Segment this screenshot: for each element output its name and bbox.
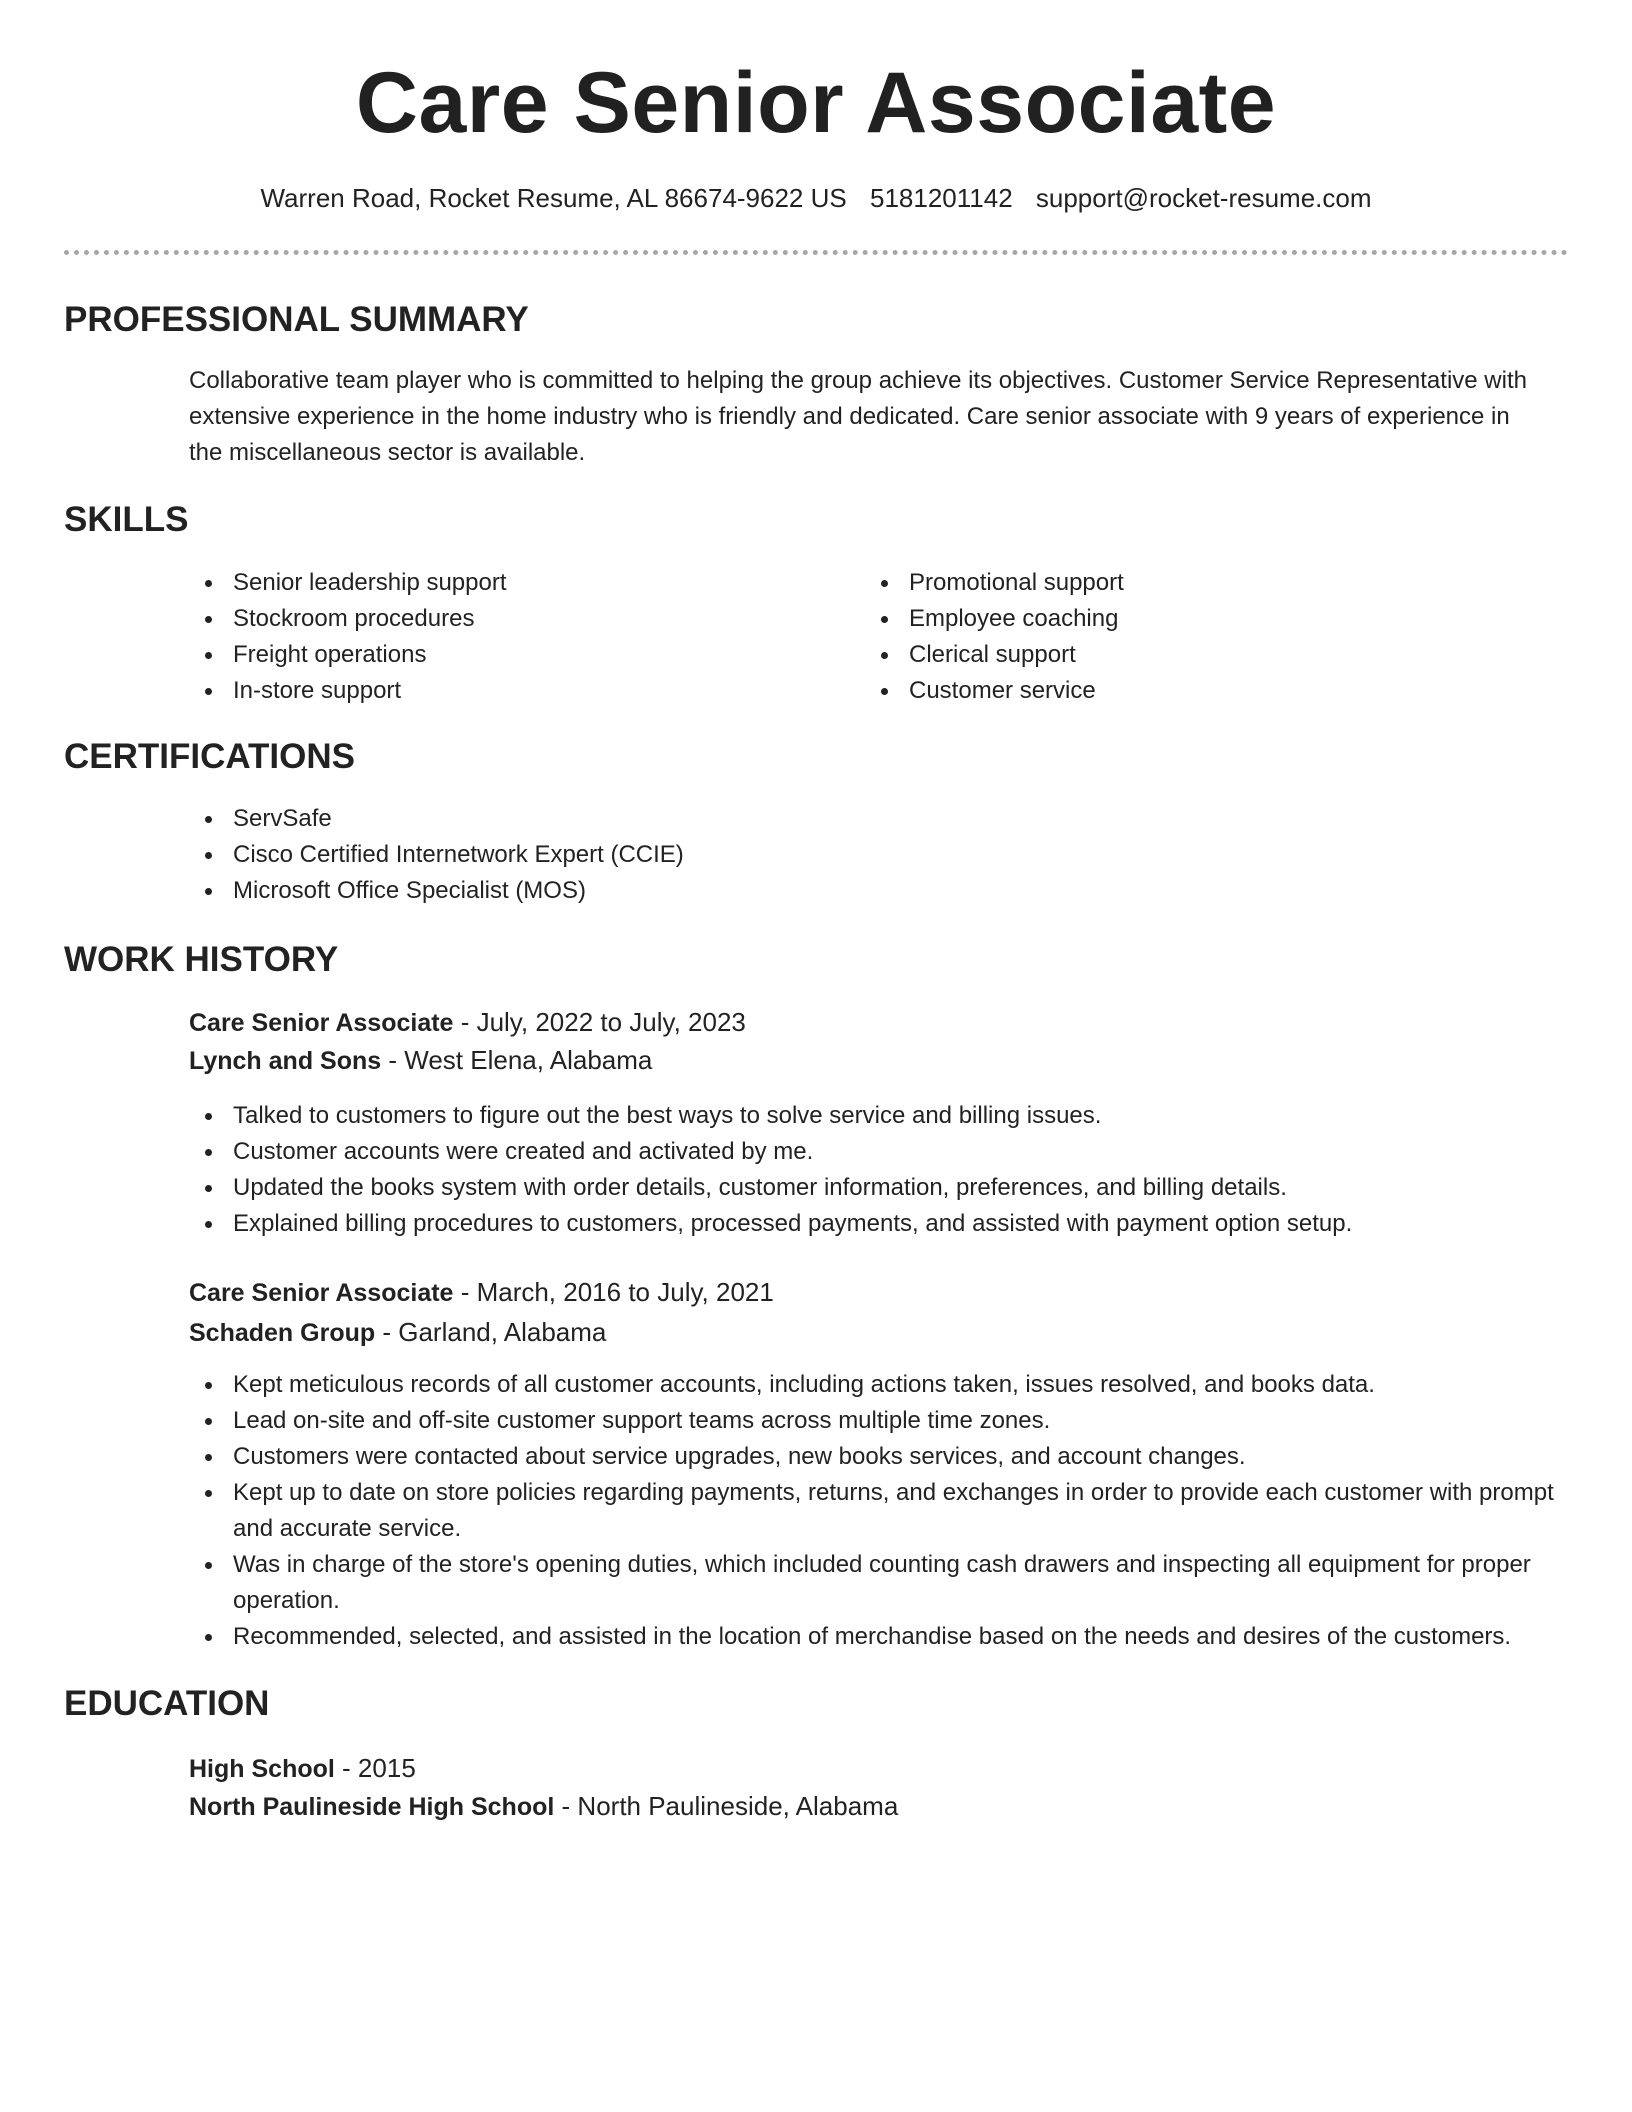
job-company: Lynch and Sons <box>189 1047 382 1075</box>
list-item: Senior leadership support <box>189 565 829 601</box>
education-heading: EDUCATION <box>64 1684 270 1723</box>
list-item: Cisco Certified Internetwork Expert (CCIE) <box>189 837 1529 873</box>
education-school-line <box>189 1787 898 1826</box>
list-item: Recommended, selected, and assisted in the location of merchandise based on the needs and desires of the customers. <box>189 1619 1569 1655</box>
certifications-list <box>189 801 1529 909</box>
job-title-line <box>189 1003 746 1042</box>
job-title-line <box>189 1273 774 1312</box>
job-company-line <box>189 1313 606 1352</box>
education-year: - 2015 <box>334 1753 416 1783</box>
job-duties-list <box>189 1098 1569 1242</box>
list-item: Microsoft Office Specialist (MOS) <box>189 873 1529 909</box>
list-item: Promotional support <box>865 565 1505 601</box>
job-company: Schaden Group <box>189 1319 376 1347</box>
skills-heading: SKILLS <box>64 500 189 539</box>
job-duties-list <box>189 1367 1569 1655</box>
job-dates: - July, 2022 to July, 2023 <box>453 1007 746 1037</box>
list-item: Was in charge of the store's opening duties, which included counting cash drawers and inspecting all equipment for proper operation. <box>189 1547 1569 1619</box>
list-item: Customer accounts were created and activated by me. <box>189 1134 1569 1170</box>
job-location: - West Elena, Alabama <box>381 1045 653 1075</box>
certifications-heading: CERTIFICATIONS <box>64 737 356 776</box>
list-item: In-store support <box>189 673 829 709</box>
header-divider <box>64 250 1568 255</box>
education-degree: High School <box>189 1755 335 1783</box>
list-item: Updated the books system with order details, customer information, preferences, and billing details. <box>189 1170 1569 1206</box>
email-text: support@rocket-resume.com <box>1035 183 1372 213</box>
list-item: Talked to customers to figure out the best ways to solve service and billing issues. <box>189 1098 1569 1134</box>
skills-list-left <box>189 565 829 709</box>
list-item: Explained billing procedures to customers, processed payments, and assisted with payment option setup. <box>189 1206 1569 1242</box>
list-item: Lead on-site and off-site customer support teams across multiple time zones. <box>189 1403 1569 1439</box>
list-item: Kept up to date on store policies regarding payments, returns, and exchanges in order to provide each customer with prompt and accurate service. <box>189 1475 1569 1547</box>
job-role: Care Senior Associate <box>189 1279 454 1307</box>
education-degree-line <box>189 1749 416 1788</box>
list-item: Clerical support <box>865 637 1505 673</box>
job-company-line <box>189 1041 652 1080</box>
job-location: - Garland, Alabama <box>375 1317 607 1347</box>
work-history-heading: WORK HISTORY <box>64 940 339 979</box>
list-item: Employee coaching <box>865 601 1505 637</box>
candidate-name: Care Senior Associate <box>355 55 1277 151</box>
contact-line <box>0 178 1632 218</box>
job-role: Care Senior Associate <box>189 1009 454 1037</box>
list-item: Freight operations <box>189 637 829 673</box>
summary-text: Collaborative team player who is committed to helping the group achieve its objectives. Customer Service Representative with extensive experience in the home industry who is friendly and dedicated. Care senior associate with 9 years of experience in the miscellaneous sector is available. <box>189 367 1527 466</box>
education-location: - North Paulineside, Alabama <box>554 1791 899 1821</box>
address-text: Warren Road, Rocket Resume, AL 86674-9622 US <box>260 183 847 213</box>
education-school: North Paulineside High School <box>189 1793 555 1821</box>
summary-heading: PROFESSIONAL SUMMARY <box>64 300 529 339</box>
list-item: Customer service <box>865 673 1505 709</box>
list-item: ServSafe <box>189 801 1529 837</box>
skills-list-right <box>865 565 1505 709</box>
phone-text: 5181201142 <box>869 183 1013 213</box>
job-dates: - March, 2016 to July, 2021 <box>453 1277 774 1307</box>
list-item: Kept meticulous records of all customer accounts, including actions taken, issues resolved, and books data. <box>189 1367 1569 1403</box>
list-item: Customers were contacted about service upgrades, new books services, and account changes. <box>189 1439 1569 1475</box>
list-item: Stockroom procedures <box>189 601 829 637</box>
